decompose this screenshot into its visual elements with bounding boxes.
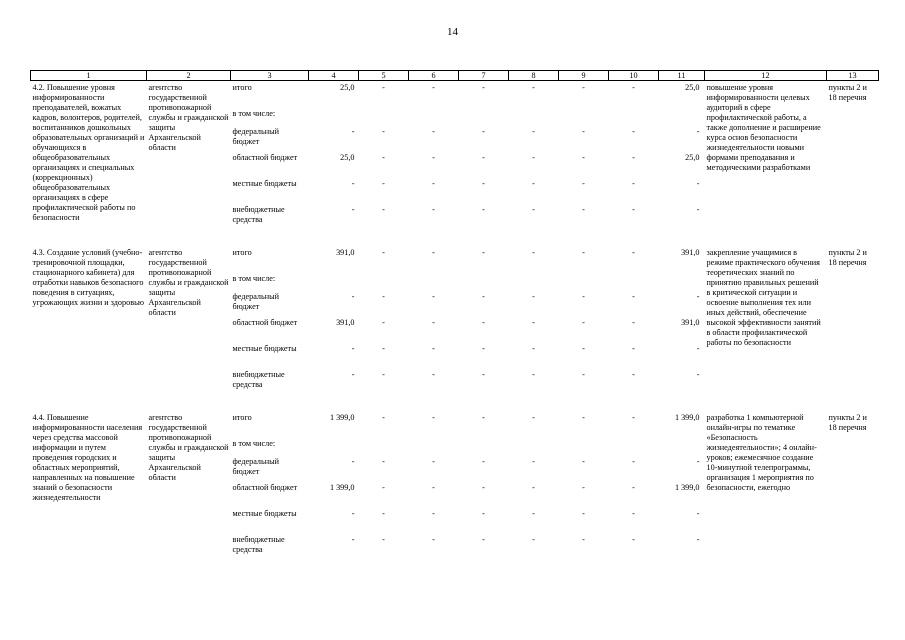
funding-source-label: федеральный бюджет (232, 127, 280, 146)
header-cell: 5 (359, 71, 409, 81)
amount-col9-value: - (582, 457, 585, 466)
amount-col10-value: - (632, 509, 635, 518)
amount-col10-value: - (632, 179, 635, 188)
points-cell: пункты 2 и 18 перечня (828, 248, 867, 267)
funding-source-label: местные бюджеты (232, 509, 297, 518)
amount-col4-value (311, 439, 357, 457)
amount-col11-value: 25,0 (685, 153, 700, 162)
funding-source-label: местные бюджеты (232, 179, 297, 188)
amount-col5 (359, 81, 409, 233)
amount-col4-value: - (351, 457, 355, 466)
amount-col8 (509, 81, 559, 233)
amount-col8 (509, 411, 559, 562)
header-cell: 12 (705, 71, 827, 81)
amount-col7-value: - (482, 153, 485, 162)
header-cell: 8 (509, 71, 559, 81)
amount-col5 (359, 411, 409, 562)
table-row (31, 411, 879, 562)
amount-col8-value: - (532, 83, 535, 92)
amount-col8-value: - (532, 413, 535, 422)
amount-col7 (459, 246, 509, 397)
amount-col8-value (511, 274, 557, 292)
funding-source-label: внебюджетные средства (232, 370, 285, 389)
amount-col9 (559, 411, 609, 562)
amount-col11-value (661, 439, 703, 457)
funding-source-label: областной бюджет (232, 318, 298, 327)
header-cell: 2 (147, 71, 231, 81)
amount-col7-value: - (482, 318, 485, 327)
amount-col6-value: - (432, 535, 435, 544)
amount-col8-value: - (532, 127, 535, 136)
amount-col10-value: - (632, 83, 635, 92)
amount-col5-value (361, 274, 407, 292)
funding-source-label: итого (232, 248, 252, 257)
amount-col7-value: - (482, 535, 485, 544)
amount-col6-value: - (432, 344, 435, 353)
amount-col11-value: 391,0 (681, 318, 700, 327)
amount-col6-value (411, 109, 457, 127)
amount-col4 (309, 246, 359, 397)
amount-col8-value: - (532, 153, 535, 162)
amount-col11-value (661, 109, 703, 127)
amount-col6-value: - (432, 509, 435, 518)
row-spacer (31, 397, 879, 411)
funding-source-label: федеральный бюджет (232, 457, 280, 476)
funding-source-label: в том числе: (232, 109, 276, 118)
amount-col7-value (461, 439, 507, 457)
executor-cell: агентство государственной противопожарной службы и гражданской защиты Архангельской области (148, 248, 229, 317)
amount-col7-value (461, 274, 507, 292)
amount-col10 (609, 81, 659, 233)
amount-col11-value: - (696, 457, 700, 466)
amount-col11-value (661, 274, 703, 292)
amount-col11-value: - (696, 535, 700, 544)
amount-col8-value: - (532, 370, 535, 379)
result-cell: повышение уровня информированности целевых аудиторий в сфере профилактической работы, а также дополнение и расширение курса основ безопасности жизнедеятельности новыми формами преподавания и методическими разработками (706, 83, 821, 172)
points-cell: пункты 2 и 18 перечня (828, 413, 867, 432)
amount-col5-value: - (382, 83, 385, 92)
amount-col6-value: - (432, 318, 435, 327)
amount-col9-value: - (582, 344, 585, 353)
amount-col6-value: - (432, 127, 435, 136)
amount-col8-value: - (532, 248, 535, 257)
measure-cell: 4.2. Повышение уровня информированности преподавателей, вожатых кадров, волонтеров, родителей, воспитанников дошкольных образовательных организаций и обучающихся в общеобразовательных организациях и специальных (коррекционных) общеобразовательных организациях в сфере профилактической работы по безопасности (32, 83, 145, 222)
amount-col9-value (561, 109, 607, 127)
amount-col7-value (461, 109, 507, 127)
amount-col11 (659, 411, 705, 562)
header-cell: 7 (459, 71, 509, 81)
amount-col4-value: - (351, 292, 355, 301)
amount-col8-value: - (532, 292, 535, 301)
amount-col8-value: - (532, 535, 535, 544)
amount-col10 (609, 411, 659, 562)
funding-source-label: областной бюджет (232, 483, 298, 492)
row-spacer (31, 232, 879, 246)
table-body (31, 81, 879, 563)
amount-col9-value: - (582, 413, 585, 422)
amount-col8-value: - (532, 457, 535, 466)
funding-source-label: местные бюджеты (232, 344, 297, 353)
amount-col9-value: - (582, 509, 585, 518)
amount-col9-value: - (582, 153, 585, 162)
amount-col6-value: - (432, 205, 435, 214)
amount-col5-value: - (382, 535, 385, 544)
funding-source-label: областной бюджет (232, 153, 298, 162)
amount-col10-value: - (632, 370, 635, 379)
amount-col4-value: 1 399,0 (329, 413, 355, 422)
amount-col9-value: - (582, 292, 585, 301)
amount-col7-value: - (482, 292, 485, 301)
amount-col5-value: - (382, 205, 385, 214)
amount-col6-value: - (432, 248, 435, 257)
amount-col6-value: - (432, 292, 435, 301)
amount-col10-value: - (632, 205, 635, 214)
funding-source-label: итого (232, 413, 252, 422)
amount-col4-value: 1 399,0 (329, 483, 355, 492)
amount-col9-value (561, 439, 607, 457)
amount-col7 (459, 411, 509, 562)
amount-col4-value: 391,0 (336, 248, 355, 257)
amount-col4 (309, 411, 359, 562)
funding-source-cell (231, 81, 309, 233)
amount-col10-value: - (632, 248, 635, 257)
amount-col6-value (411, 274, 457, 292)
amount-col7-value: - (482, 179, 485, 188)
amount-col9-value (561, 274, 607, 292)
amount-col6 (409, 411, 459, 562)
amount-col9-value: - (582, 535, 585, 544)
amount-col8-value (511, 109, 557, 127)
amount-col9-value: - (582, 370, 585, 379)
amount-col5-value (361, 439, 407, 457)
amount-col4-value: - (351, 205, 355, 214)
amount-col10-value: - (632, 535, 635, 544)
amount-col9-value: - (582, 318, 585, 327)
amount-col6-value: - (432, 179, 435, 188)
amount-col5-value: - (382, 413, 385, 422)
amount-col5-value (361, 109, 407, 127)
funding-source-label: федеральный бюджет (232, 292, 280, 311)
header-cell: 9 (559, 71, 609, 81)
amount-col10-value: - (632, 318, 635, 327)
amount-col8-value (511, 439, 557, 457)
amount-col11-value: 25,0 (685, 83, 700, 92)
amount-col5-value: - (382, 483, 385, 492)
amount-col4-value: 25,0 (340, 153, 355, 162)
amount-col8-value: - (532, 179, 535, 188)
amount-col4-value: - (351, 344, 355, 353)
amount-col4-value: - (351, 509, 355, 518)
funding-source-cell (231, 411, 309, 562)
amount-col11-value: - (696, 344, 700, 353)
funding-source-label: внебюджетные средства (232, 535, 285, 554)
amount-col11-value: - (696, 370, 700, 379)
amount-col8-value: - (532, 509, 535, 518)
header-cell: 13 (827, 71, 879, 81)
funding-source-label: в том числе: (232, 439, 276, 448)
amount-col5-value: - (382, 457, 385, 466)
header-cell: 6 (409, 71, 459, 81)
amount-col10-value (611, 274, 657, 292)
amount-col9-value: - (582, 83, 585, 92)
program-table (30, 70, 879, 562)
executor-cell: агентство государственной противопожарной службы и гражданской защиты Архангельской области (148, 83, 229, 152)
amount-col7-value: - (482, 248, 485, 257)
amount-col5-value: - (382, 248, 385, 257)
amount-col6-value: - (432, 370, 435, 379)
amount-col11-value: 1 399,0 (674, 483, 700, 492)
amount-col4-value: - (351, 535, 355, 544)
amount-col10-value (611, 109, 657, 127)
amount-col9-value: - (582, 248, 585, 257)
amount-col11-value: - (696, 292, 700, 301)
header-cell: 10 (609, 71, 659, 81)
row-spacer-cell (31, 397, 879, 411)
amount-col10-value: - (632, 483, 635, 492)
amount-col11-value: - (696, 179, 700, 188)
amount-col5-value: - (382, 318, 385, 327)
amount-col11-value: 391,0 (681, 248, 700, 257)
amount-col11 (659, 81, 705, 233)
result-cell: закрепление учащимися в режиме практического обучения теоретических знаний по принятию правильных решений в критической ситуации и освоение выполнения тех или иных действий, обеспечение высокой эффективности занятий в области профилактической работы по безопасности (706, 248, 821, 347)
amount-col9-value: - (582, 127, 585, 136)
amount-col5-value: - (382, 153, 385, 162)
amount-col4-value: - (351, 179, 355, 188)
amount-col10-value: - (632, 292, 635, 301)
header-cell: 4 (309, 71, 359, 81)
amount-col8-value: - (532, 483, 535, 492)
amount-col11-value: - (696, 127, 700, 136)
amount-col6 (409, 81, 459, 233)
funding-source-label: внебюджетные средства (232, 205, 285, 224)
amount-col10-value: - (632, 153, 635, 162)
points-cell: пункты 2 и 18 перечня (828, 83, 867, 102)
amount-col5-value: - (382, 127, 385, 136)
amount-col9-value: - (582, 179, 585, 188)
amount-col7-value: - (482, 483, 485, 492)
amount-col10-value: - (632, 457, 635, 466)
amount-col7-value: - (482, 83, 485, 92)
amount-col9-value: - (582, 205, 585, 214)
table-row (31, 81, 879, 233)
amount-col5-value: - (382, 292, 385, 301)
funding-source-label: итого (232, 83, 252, 92)
amount-col11-value: - (696, 509, 700, 518)
amount-col10-value: - (632, 127, 635, 136)
amount-col6-value: - (432, 153, 435, 162)
amount-col7-value: - (482, 370, 485, 379)
amount-col4-value: 25,0 (340, 83, 355, 92)
header-cell: 3 (231, 71, 309, 81)
amount-col5-value: - (382, 509, 385, 518)
amount-col11-value: - (696, 205, 700, 214)
amount-col4-value (311, 109, 357, 127)
result-cell: разработка 1 компьютерной онлайн-игры по тематике «Безопасность жизнедеятельности»; 4 онлайн-уроков; ежемесячное создание 10-минутной телепрограммы, организация 1 мероприятия по безопасности, ежегодно (706, 413, 817, 492)
amount-col9 (559, 246, 609, 397)
amount-col10-value (611, 439, 657, 457)
amount-col9 (559, 81, 609, 233)
measure-cell: 4.3. Создание условий (учебно-тренировочной площадки, стационарного кабинета) для отработки навыков безопасного поведения в ситуациях, угрожающих жизни и здоровью (32, 248, 144, 307)
header-cell: 11 (659, 71, 705, 81)
amount-col4-value: - (351, 127, 355, 136)
amount-col9-value: - (582, 483, 585, 492)
amount-col6-value: - (432, 483, 435, 492)
amount-col6-value: - (432, 413, 435, 422)
amount-col6-value (411, 439, 457, 457)
amount-col6-value: - (432, 457, 435, 466)
row-spacer-cell (31, 232, 879, 246)
amount-col10 (609, 246, 659, 397)
funding-source-label: в том числе: (232, 274, 276, 283)
page-number: 14 (447, 26, 458, 38)
amount-col10-value: - (632, 344, 635, 353)
amount-col7-value: - (482, 205, 485, 214)
amount-col4-value (311, 274, 357, 292)
amount-col8-value: - (532, 318, 535, 327)
table-row (31, 246, 879, 397)
amount-col10-value: - (632, 413, 635, 422)
amount-col6-value: - (432, 83, 435, 92)
amount-col8-value: - (532, 205, 535, 214)
amount-col5 (359, 246, 409, 397)
amount-col6 (409, 246, 459, 397)
amount-col8-value: - (532, 344, 535, 353)
amount-col5-value: - (382, 370, 385, 379)
header-row (31, 71, 879, 81)
amount-col7-value: - (482, 509, 485, 518)
amount-col11-value: 1 399,0 (674, 413, 700, 422)
amount-col4-value: 391,0 (336, 318, 355, 327)
executor-cell: агентство государственной противопожарной службы и гражданской защиты Архангельской области (148, 413, 229, 482)
measure-cell: 4.4. Повышение информированности населения через средства массовой информации и путем проведения городских и областных мероприятий, направленных на повышение знаний о безопасности жизнедеятельности (32, 413, 143, 502)
amount-col4-value: - (351, 370, 355, 379)
amount-col7-value: - (482, 457, 485, 466)
funding-source-cell (231, 246, 309, 397)
amount-col7-value: - (482, 413, 485, 422)
amount-col7 (459, 81, 509, 233)
amount-col11 (659, 246, 705, 397)
amount-col5-value: - (382, 179, 385, 188)
amount-col4 (309, 81, 359, 233)
amount-col8 (509, 246, 559, 397)
amount-col7-value: - (482, 127, 485, 136)
amount-col5-value: - (382, 344, 385, 353)
header-cell: 1 (31, 71, 147, 81)
amount-col7-value: - (482, 344, 485, 353)
